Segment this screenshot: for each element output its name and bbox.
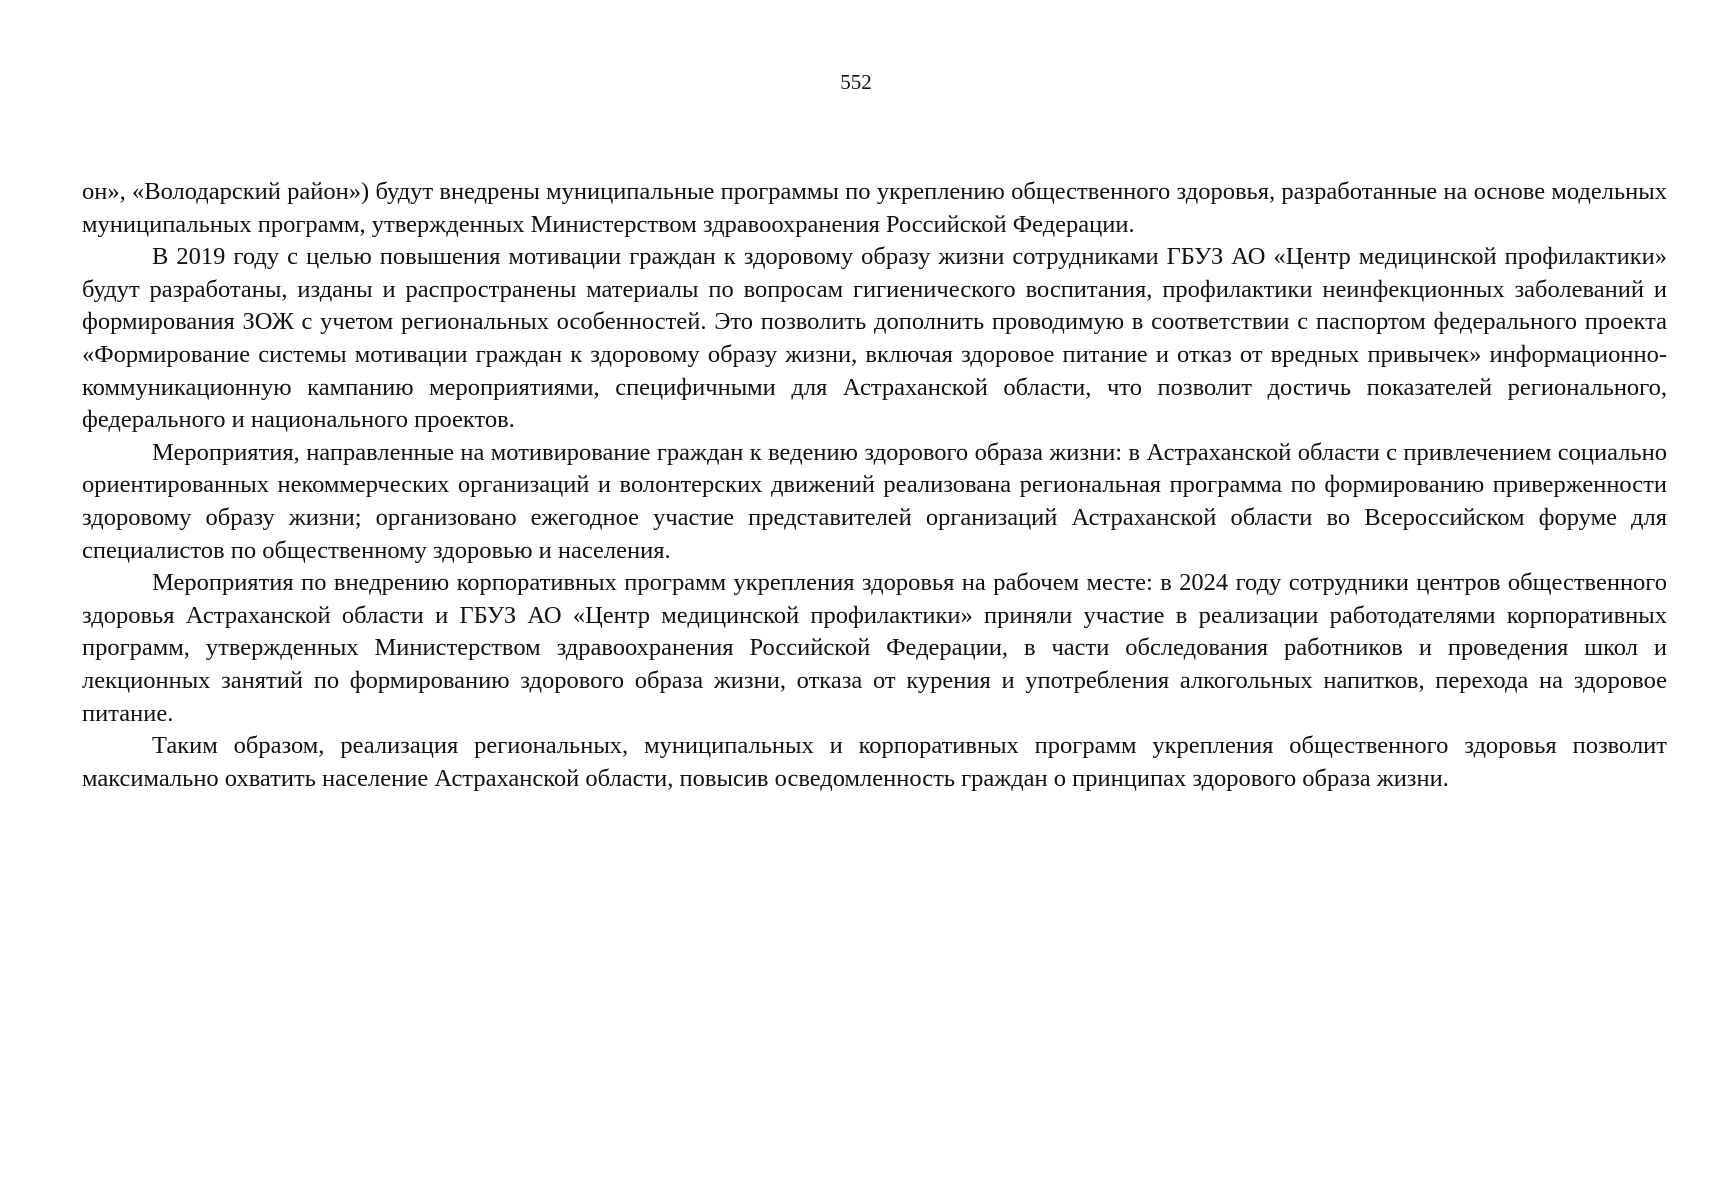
paragraph-corporate-programs: Мероприятия по внедрению корпоративных программ укрепления здоровья на рабочем месте: в 2024 году сотрудники центров общественного здоровья Астраханской области и ГБУЗ АО «Центр медицинской профилактики» приняли участие в реализации работодателями корпоративных программ, утвержденных Министерством здравоохранения Российской Федерации, в части обследования работников и проведения школ и лекционных занятий по формированию здорового образа жизни, отказа от курения и употребления алкогольных напитков, перехода на здоровое питание. (82, 569, 1667, 727)
page-number: 552 (840, 70, 872, 94)
paragraph-motivation-materials: В 2019 году с целью повышения мотивации граждан к здоровому образу жизни сотрудниками ГБУЗ АО «Центр медицинской профилактики» будут разработаны, изданы и распространены материалы по вопросам гигиенического воспитания, профилактики неинфекционных заболеваний и формирования ЗОЖ с учетом региональных особенностей. Это позволить дополнить проводимую в соответствии с паспортом федерального проекта «Формирование системы мотивации граждан к здоровому образу жизни, включая здоровое питание и отказ от вредных привычек» информационно-коммуникационную кампанию мероприятиями, специфичными для Астраханской области, что позволит достичь показателей регионального, федерального и национального проектов. (82, 243, 1667, 434)
paragraph-continuation: он», «Володарский район») будут внедрены муниципальные программы по укреплению общественного здоровья, разработанные на основе модельных муниципальных программ, утвержденных Министерством здравоохранения Российской Федерации. (82, 178, 1667, 238)
paragraph-healthy-lifestyle-activities: Мероприятия, направленные на мотивирование граждан к ведению здорового образа жизни: в Астраханской области с привлечением социально ориентированных некоммерческих организаций и волонтерских движений реализована региональная программа по формированию приверженности здоровому образу жизни; организовано ежегодное участие представителей организаций Астраханской области во Всероссийском форуме для специалистов по общественному здоровью и населения. (82, 438, 1667, 564)
paragraph-conclusion: Таким образом, реализация региональных, муниципальных и корпоративных программ укрепления общественного здоровья позволит максимально охватить население Астраханской области, повысив осведомленность граждан о принципах здорового образа жизни. (82, 732, 1667, 792)
body-text (82, 176, 1667, 795)
